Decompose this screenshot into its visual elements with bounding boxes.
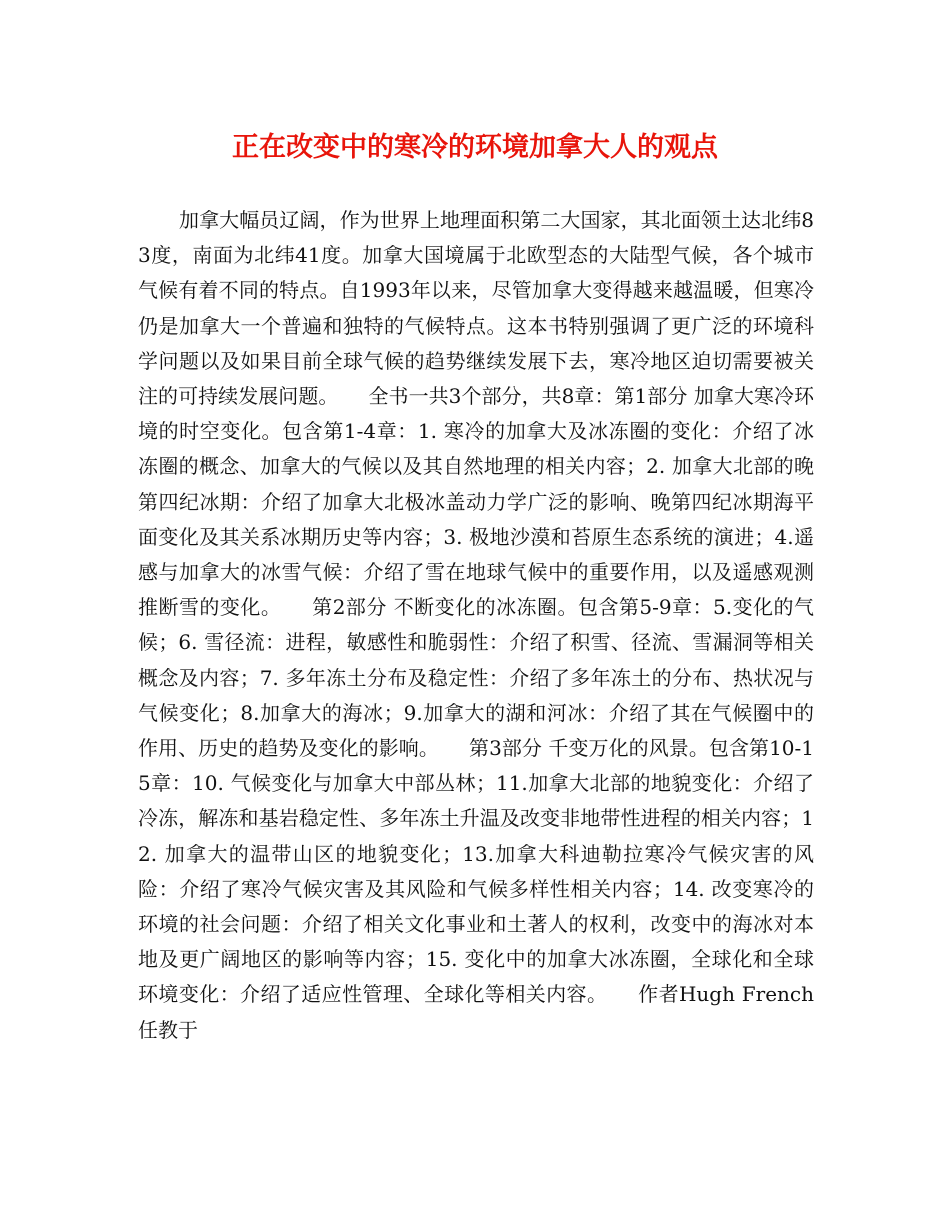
document-body-paragraph: 加拿大幅员辽阔，作为世界上地理面积第二大国家，其北面领土达北纬83度，南面为北纬41度。加拿大国境属于北欧型态的大陆型气候，各个城市气候有着不同的特点。自1993年以来，尽管加拿大变得越来越温暖，但寒冷仍是加拿大一个普遍和独特的气候特点。这本书特别强调了更广泛的环境科学问题以及如果目前全球气候的趋势继续发展下去，寒冷地区迫切需要被关注的可持续发展问题。 全书一共3个部分，共8章：第1部分 加拿大寒冷环境的时空变化。包含第1-4章：1. 寒冷的加拿大及冰冻圈的变化：介绍了冰冻圈的概念、加拿大的气候以及其自然地理的相关内容；2. 加拿大北部的晚第四纪冰期：介绍了加拿大北极冰盖动力学广泛的影响、晚第四纪冰期海平面变化及其关系冰期历史等内容；3. 极地沙漠和苔原生态系统的演进；4.遥感与加拿大的冰雪气候：介绍了雪在地球气候中的重要作用，以及遥感观测推断雪的变化。 第2部分 不断变化的冰冻圈。包含第5-9章：5.变化的气候；6. 雪径流：进程，敏感性和脆弱性：介绍了积雪、径流、雪漏洞等相关概念及内容；7. 多年冻土分布及稳定性：介绍了多年冻土的分布、热状况与气候变化；8.加拿大的海冰；9.加拿大的湖和河冰：介绍了其在气候圈中的作用、历史的趋势及变化的影响。 第3部分 千变万化的风景。包含第10-15章：10. 气候变化与加拿大中部丛林；11.加拿大北部的地貌变化：介绍了冷冻，解冻和基岩稳定性、多年冻土升温及改变非地带性进程的相关内容；12. 加拿大的温带山区的地貌变化；13.加拿大科迪勒拉寒冷气候灾害的风险：介绍了寒冷气候灾害及其风险和气候多样性相关内容；14. 改变寒冷的环境的社会问题：介绍了相关文化事业和土著人的权利，改变中的海冰对本地及更广阔地区的影响等内容；15. 变化中的加拿大冰冻圈，全球化和全球环境变化：介绍了适应性管理、全球化等相关内容。 作者Hugh French任教于 [138, 208, 814, 1042]
document-title: 正在改变中的寒冷的环境加拿大人的观点 [232, 132, 718, 163]
